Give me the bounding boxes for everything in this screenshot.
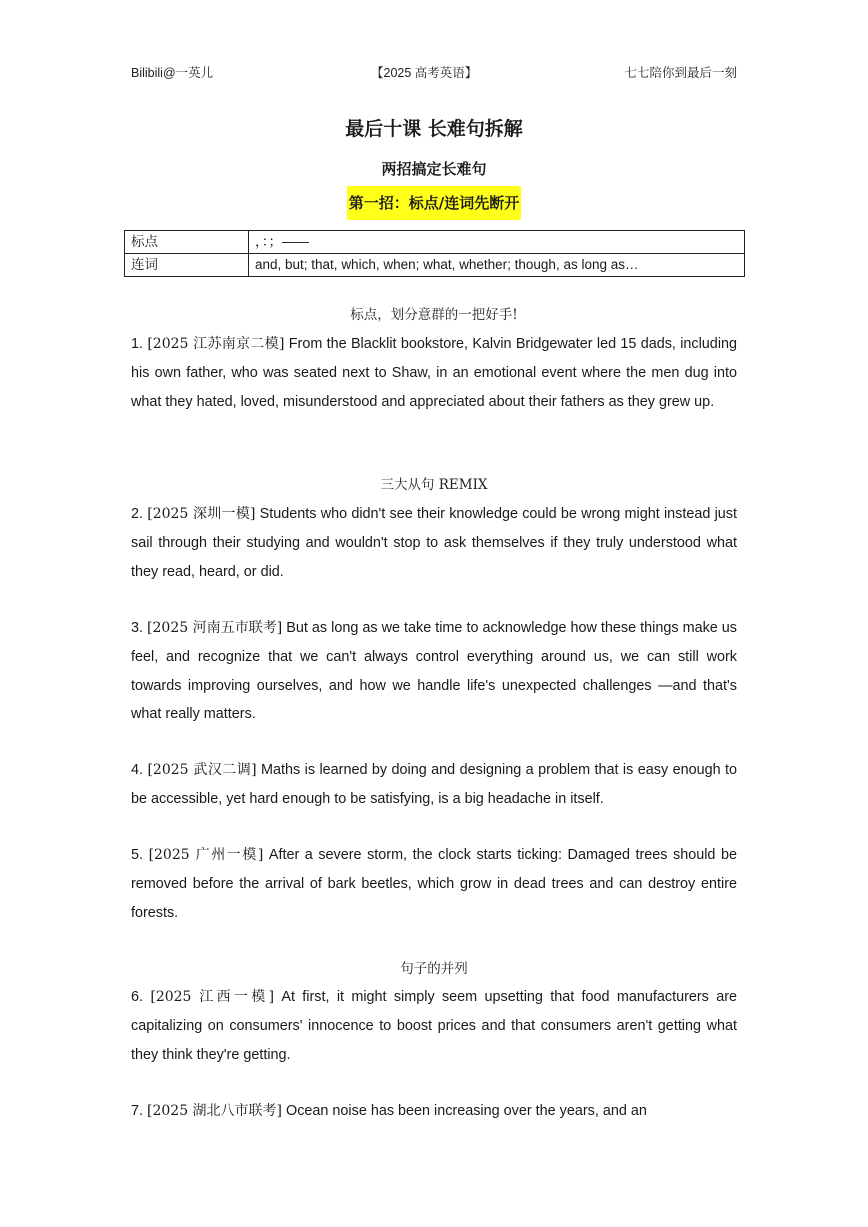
example-sentence (131, 500, 737, 586)
item-source: [2025 武汉二调] (147, 762, 257, 778)
table-row (125, 231, 745, 254)
item-text: Ocean noise has been increasing over the years, and an (286, 1103, 647, 1119)
item-number: 1. (131, 336, 144, 352)
item-source: [2025 深圳一模] (147, 506, 256, 522)
reference-table (124, 230, 745, 277)
page-title: 最后十课 长难句拆解 (345, 118, 523, 140)
item-source: [2025 河南五市联考] (147, 620, 283, 636)
page-header (131, 64, 737, 82)
example-sentence (131, 841, 737, 927)
item-source: [2025 广州一模] (148, 847, 264, 863)
header-left: Bilibili@一英儿 (131, 66, 214, 80)
header-center: 【2025 高考英语】 (371, 66, 478, 80)
item-text: Students who didn't see their knowledge could be wrong might instead just sail through their studying and wouldn't stop to ask themselves if they truly understood what they read, heard, or did. (131, 506, 737, 580)
example-sentence (131, 756, 737, 814)
example-sentence (131, 1097, 737, 1126)
table-key: 标点 (125, 231, 249, 254)
method-one-heading: 第一招：标点/连词先断开 (347, 186, 521, 220)
item-number: 7. (131, 1103, 144, 1119)
item-number: 3. (131, 620, 144, 636)
item-number: 5. (131, 847, 144, 863)
page-subtitle: 两招搞定长难句 (381, 160, 487, 178)
item-number: 4. (131, 762, 144, 778)
table-value: ，：；—— (249, 231, 745, 254)
example-sentence (131, 983, 737, 1069)
example-sentence (131, 614, 737, 729)
item-number: 6. (131, 989, 144, 1005)
table-key: 连词 (125, 254, 249, 277)
section-heading: 标点，划分意群的一把好手! (350, 307, 518, 323)
method-heading-wrap (0, 186, 868, 220)
item-number: 2. (131, 506, 144, 522)
example-sentence (131, 330, 737, 416)
item-text: At first, it might simply seem upsetting that food manufacturers are capitalizing on consumers' innocence to boost prices and that consumers aren't getting what they think they're getting. (131, 989, 738, 1063)
item-text: After a severe storm, the clock starts ticking: Damaged trees should be removed before the arrival of bark beetles, which grow in dead trees and can destroy entire forests. (131, 847, 737, 921)
item-source: [2025 江西一模] (150, 989, 275, 1005)
section-heading: 句子的并列 (400, 961, 468, 977)
section-heading: 三大从句 REMIX (380, 477, 488, 493)
item-source: [2025 江苏南京二模] (147, 336, 285, 352)
item-text: Maths is learned by doing and designing a problem that is easy enough to be accessible, yet hard enough to be satisfying, is a big headache in itself. (131, 762, 738, 807)
table-row (125, 254, 745, 277)
table-value: and, but; that, which, when; what, whether; though, as long as… (249, 254, 745, 277)
item-text: But as long as we take time to acknowledge how these things make us feel, and recognize that we can't always control everything around us, we can still work towards improving ourselves, and how we handle life's unexpected challenges —and that's what really matters. (131, 620, 737, 723)
item-text: From the Blacklit bookstore, Kalvin Bridgewater led 15 dads, including his own father, who was seated next to Shaw, in an emotional event where the men dug into what they hated, loved, misunderstood and appreciated about their fathers as they grew up. (131, 336, 738, 410)
item-source: [2025 湖北八市联考] (147, 1103, 283, 1119)
header-right: 七七陪你到最后一刻 (624, 66, 737, 80)
